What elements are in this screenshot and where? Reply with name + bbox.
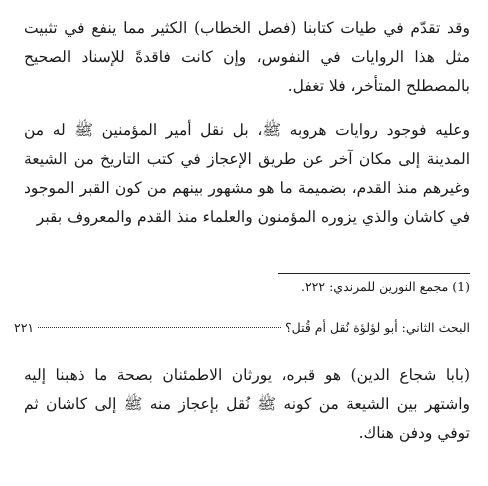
paragraph: (بابا شجاع الدين) هو قبره، يورثان الاطمئنان بصحة ما ذهبنا إليه واشتهر بين الشيعة من كونه ﷺ نُقل بإعجاز منه ﷺ إلى كاشان ثم توفي ودفن هناك. — [24, 366, 470, 442]
paragraph: وعليه فوجود روايات هروبه ﷺ، بل نقل أمير المؤمنين ﷺ له من المدينة إلى مكان آخر عن طريق الإعجاز في كتب التاريخ من الشيعة وغيرهم منذ القدم، بضميمة ما هو مشهور بينهم من كون القبر الموجود في كاشان والذي يزوره المؤمنون والعلماء منذ القدم والمعروف بقبر — [24, 121, 470, 226]
page-number: ٢٢١ — [14, 320, 35, 335]
leader-dots — [38, 327, 281, 328]
running-header — [14, 318, 470, 338]
running-header-title: البحث الثاني: أبو لؤلؤة نُقل أم قُتل؟ — [284, 320, 470, 335]
paragraph: وقد تقدّم في طيات كتابنا (فصل الخطاب) الكثير مما ينفع في تثبيت مثل هذا الروايات في النفوس، وإن كانت فاقدةً للإسناد الصحيح بالمصطلح المتأخر، فلا تغفل. — [24, 19, 470, 95]
footnote-separator — [278, 273, 470, 274]
footnote: (1) مجمع النورين للمرندي: ٢٢٢. — [300, 279, 470, 294]
